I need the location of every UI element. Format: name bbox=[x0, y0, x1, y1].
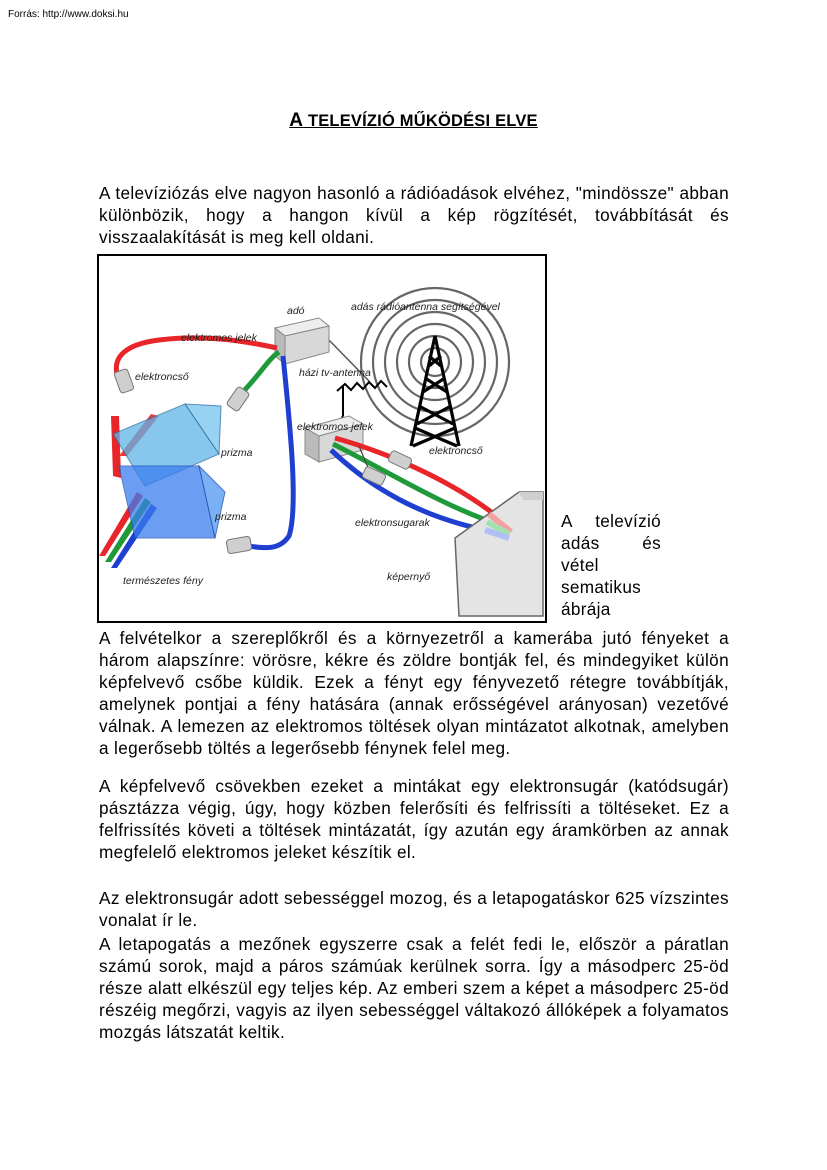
label-elektromos-jelek-mid: elektromos jelek bbox=[297, 421, 373, 433]
label-elektroncso-right: elektroncső bbox=[429, 445, 483, 457]
label-termeszetes-feny: természetes fény bbox=[123, 575, 203, 587]
figure-caption: A televízió adás és vétel sematikus ábrája bbox=[561, 511, 661, 619]
transmitter-tower-icon bbox=[411, 336, 459, 446]
label-hazi-antenna: házi tv-antenna bbox=[299, 367, 371, 379]
intro-paragraph: A televíziózás elve nagyon hasonló a rádióadások elvéhez, "mindössze" abban különbözik, hogy a hangon kívül a kép rögzítését, továbbítását és visszaalakítását is meg kell oldani. bbox=[99, 183, 729, 247]
green-signal-cable bbox=[239, 352, 279, 396]
paragraph-4: A letapogatás a mezőnek egyszerre csak a felét fedi le, először a páratlan számú sorok, majd a páros számúak kerülnek sorra. Így a másodperc 25-öd része alatt elkészül egy teljes kép. Az emberi szem a képet a másodperc 25-öd részéig megőrzi, vagyis az ilyen sebességgel váltakozó állóképek a folyamatos mozgás látszatát keltik. bbox=[99, 934, 729, 1042]
label-antenna: adás rádióantenna segítségével bbox=[351, 301, 500, 313]
tv-diagram bbox=[99, 256, 545, 621]
blue-signal-cable bbox=[247, 356, 293, 548]
camera-tube-blue bbox=[226, 536, 252, 554]
label-prizma-top: prizma bbox=[221, 447, 253, 459]
label-ado: adó bbox=[287, 305, 305, 317]
label-elektronsugarak: elektronsugarak bbox=[355, 517, 430, 529]
source-line: Forrás: http://www.doksi.hu bbox=[8, 9, 129, 20]
paragraph-2: A képfelvevő csövekben ezeket a mintákat egy elektronsugár (katódsugár) pásztázza végig, úgy, hogy közben felerősíti és felfrissíti a töltéseket. Ez a felfrissítés követi a töltések mintázatát, így azután egy áramkörben az annak megfelelő elektromos jeleket készítik el. bbox=[99, 776, 729, 862]
title-rest: TELEVÍZIÓ MŰKÖDÉSI ELVE bbox=[303, 112, 538, 130]
paragraph-1: A felvételkor a szereplőkről és a környezetről a kamerába jutó fényeket a három alapszínre: vörösre, kékre és zöldre bontják fel, és mindegyiket külön képfelvevő csőbe küldik. Ezek a fényt egy fényvezető rétegre továbbítják, amelynek pontjai a fény hatására (annak erősségével arányosan) vezetővé válnak. A lemezen az elektromos töltések olyan mintázatot alkotnak, amelyben a legerősebb töltés a legerősebb fénynek felel meg. bbox=[99, 628, 729, 758]
title-first-letter: A bbox=[289, 110, 304, 131]
tv-diagram-figure bbox=[97, 254, 547, 623]
receiver-tube-1 bbox=[387, 450, 412, 470]
label-kepernyo: képernyő bbox=[387, 571, 431, 583]
paragraph-3: Az elektronsugár adott sebességgel mozog, és a letapogatáskor 625 vízszintes vonalat ír le. bbox=[99, 888, 729, 930]
label-prizma-bottom: prizma bbox=[215, 511, 247, 523]
prism-bottom bbox=[119, 466, 225, 538]
label-elektromos-jelek-top: elektromos jelek bbox=[181, 332, 257, 344]
label-elektroncso-left: elektroncső bbox=[135, 371, 189, 383]
page-title bbox=[0, 110, 827, 132]
camera-tube-red bbox=[114, 368, 135, 393]
